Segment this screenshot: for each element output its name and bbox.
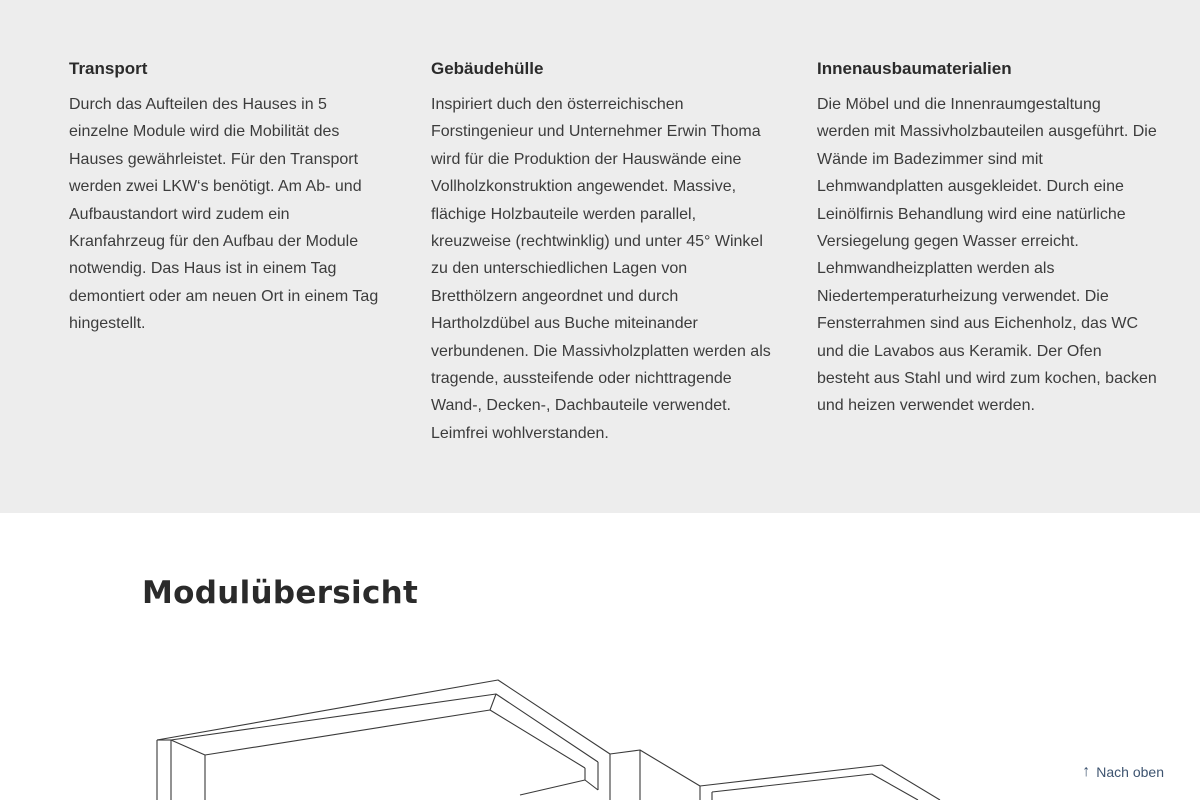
transport-column (69, 57, 387, 338)
module-outline (205, 710, 585, 768)
arrow-up-icon: ↑ (1082, 763, 1091, 780)
interior-materials-heading: Innenausbaumaterialien (817, 59, 1012, 78)
back-to-top-link[interactable] (1082, 764, 1164, 780)
transport-heading: Transport (69, 59, 148, 78)
module-outline (490, 694, 496, 710)
module-outline (171, 740, 205, 755)
module-outline (585, 768, 598, 790)
module-outline (157, 680, 610, 754)
module-outline (610, 750, 700, 786)
module-outline (700, 765, 940, 800)
module-outline (520, 780, 585, 795)
transport-text: Durch das Aufteilen des Hauses in 5 einzelne Module wird die Mobilität des Hauses gewährleistet. Für den Transport werden zwei LKW‘s benötigt. Am Ab- und Aufbaustandort wird zudem ein Kranfahrzeug für den Aufbau der Module notwendig. Das Haus ist in einem Tag demontiert oder am neuen Ort in einem Tag hingestellt. (69, 96, 379, 333)
module-isometric-drawing (0, 640, 1200, 800)
building-envelope-column (431, 57, 776, 447)
back-to-top-label: Nach oben (1096, 764, 1164, 780)
building-envelope-text: Inspiriert duch den österreichischen Forstingenieur und Unternehmer Erwin Thoma wird für die Produktion der Hauswände eine Vollholzkonstruktion angewendet. Massive, flächige Holzbauteile werden parallel, kreuzweise (rechtwinklig) und unter 45° Winkel zu den unterschiedlichen Lagen von Bretthölzern angeordnet und durch Hartholzdübel aus Buche miteinander verbundenen. Die Massivholzplatten werden als tragende, aussteifende oder nichttragende Wand-, Decken-, Dachbauteile verwendet. Leimfrei wohlverstanden. (431, 96, 771, 442)
building-envelope-heading: Gebäudehülle (431, 59, 544, 78)
interior-materials-text: Die Möbel und die Innenraumgestaltung werden mit Massivholzbauteilen ausgeführt. Die Wände im Badezimmer sind mit Lehmwandplatten ausgekleidet. Durch eine Leinölfirnis Behandlung wird eine natürliche Versiegelung gegen Wasser erreicht. Lehmwandheizplatten werden als Niedertemperaturheizung verwendet. Die Fensterrahmen sind aus Eichenholz, das WC und die Lavabos aus Keramik. Der Ofen besteht aus Stahl und wird zum kochen, backen und heizen verwendet werden. (817, 96, 1157, 415)
interior-materials-column (817, 57, 1157, 420)
module-overview-title: Modulübersicht (142, 575, 419, 611)
module-outline (712, 774, 918, 800)
